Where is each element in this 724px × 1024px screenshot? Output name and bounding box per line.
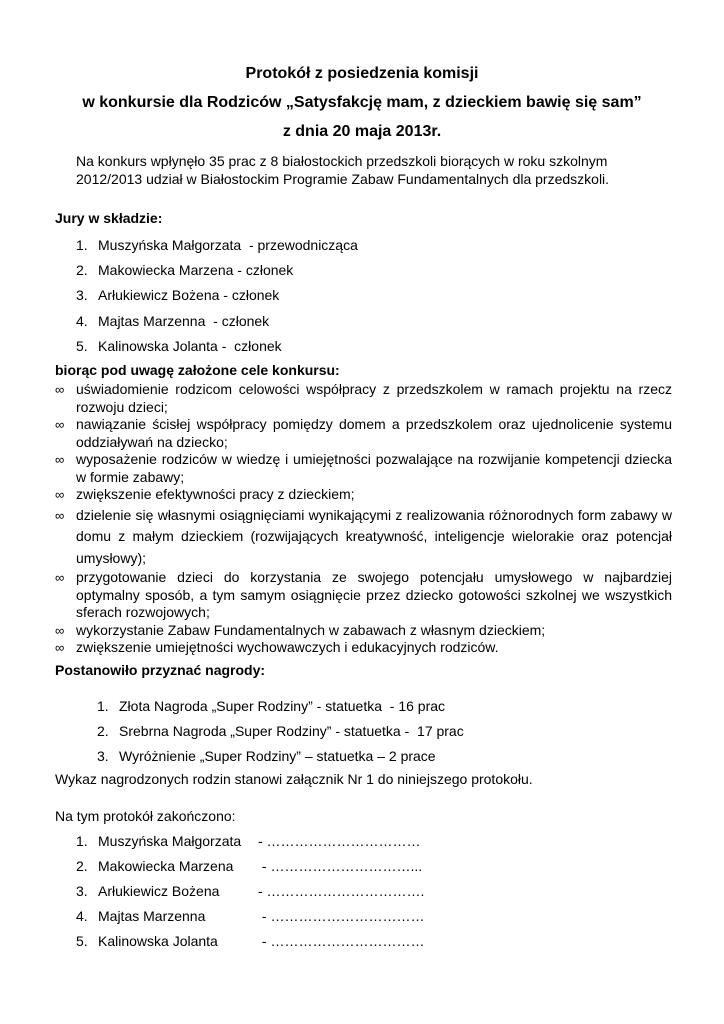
infinity-bullet-icon: ∞ [55,417,65,432]
infinity-bullet-icon: ∞ [55,622,65,638]
jury-member: 4. Majtas Marzenna - członek [76,313,270,329]
infinity-bullet-icon: ∞ [55,570,65,585]
goal-item: ∞ nawiązanie ścisłej współpracy pomiędzy domem a przedszkolem oraz ujednolicenie systemu oddziaływań na dziecko; [55,416,672,450]
signature-line: 4. Majtas Marzenna - …………………………… [76,908,425,924]
goal-item: ∞ zwiększenie umiejętności wychowawczych i edukacyjnych rodziców. [55,639,499,655]
goal-item: ∞ dzielenie się własnymi osiągnięciami wynikającymi z realizowania różnorodnych form zabawy w domu z małym dzieckiem (rozwijających kreatywność, inteligencje wielorakie oraz potencjał umysłowy); [55,506,672,566]
document-title: Protokół z posiedzenia komisji [245,65,479,82]
goal-item: ∞ zwiększenie efektywności pracy z dzieckiem; [55,486,355,502]
infinity-bullet-icon: ∞ [55,452,65,467]
awards-heading: Postanowiło przyznać nagrody: [55,662,266,678]
award-item: 2. Srebrna Nagroda „Super Rodziny” - statuetka - 17 prac [97,723,464,739]
goal-item: ∞ przygotowanie dzieci do korzystania ze swojego potencjału umysłowego w najbardziej optymalny sposób, a tym samym osiągnięcie przez dziecko gotowości szkolnej we wszystkich sferach rozwojowych; [55,569,672,620]
jury-member: 1. Muszyńska Małgorzata - przewodnicząca [76,237,358,253]
document-date: z dnia 20 maja 2013r. [282,123,442,140]
signature-line: 3. Arłukiewicz Bożena - ……………………………. [76,883,425,899]
attachment-note: Wykaz nagrodzonych rodzin stanowi załącznik Nr 1 do niniejszego protokołu. [55,771,533,787]
goals-heading: biorąc pod uwagę założone cele konkursu: [55,362,340,378]
infinity-bullet-icon: ∞ [55,507,65,523]
award-item: 3. Wyróżnienie „Super Rodziny” – statuetka – 2 prace [97,748,436,764]
infinity-bullet-icon: ∞ [55,382,65,397]
infinity-bullet-icon: ∞ [55,640,65,655]
signature-line: 5. Kalinowska Jolanta - …………………………… [76,933,425,949]
signature-line: 2. Makowiecka Marzena - …………………………... [76,858,423,874]
document-subtitle: w konkursie dla Rodziców „Satysfakcję mam, z dzieckiem bawię się sam” [82,94,642,111]
goal-item: ∞ uświadomienie rodzicom celowości współpracy z przedszkolem w ramach projektu na rzecz rozwoju dzieci; [55,381,672,415]
award-item: 1. Złota Nagroda „Super Rodziny” - statuetka - 16 prac [97,698,446,714]
closing-text: Na tym protokół zakończono: [55,808,236,824]
infinity-bullet-icon: ∞ [55,487,65,502]
jury-heading: Jury w składzie: [55,210,163,226]
goals-list [55,381,672,657]
goal-item: ∞ wyposażenie rodziców w wiedzę i umiejętności pozwalające na rozwijanie kompetencji dziecka w formie zabawy; [55,451,672,485]
goal-item: ∞ wykorzystanie Zabaw Fundamentalnych w zabawach z własnym dzieckiem; [55,621,546,638]
jury-member: 3. Arłukiewicz Bożena - członek [76,287,280,303]
signature-line: 1. Muszyńska Małgorzata - …………………………… [76,833,421,849]
jury-member: 5. Kalinowska Jolanta - członek [76,338,282,354]
jury-member: 2. Makowiecka Marzena - członek [76,262,294,278]
intro-paragraph: Na konkurs wpłynęło 35 prac z 8 białostockich przedszkoli biorących w roku szkolnym 2012/2013 udział w Białostockim Programie Zabaw Fundamentalnych dla przedszkoli. [76,153,610,187]
